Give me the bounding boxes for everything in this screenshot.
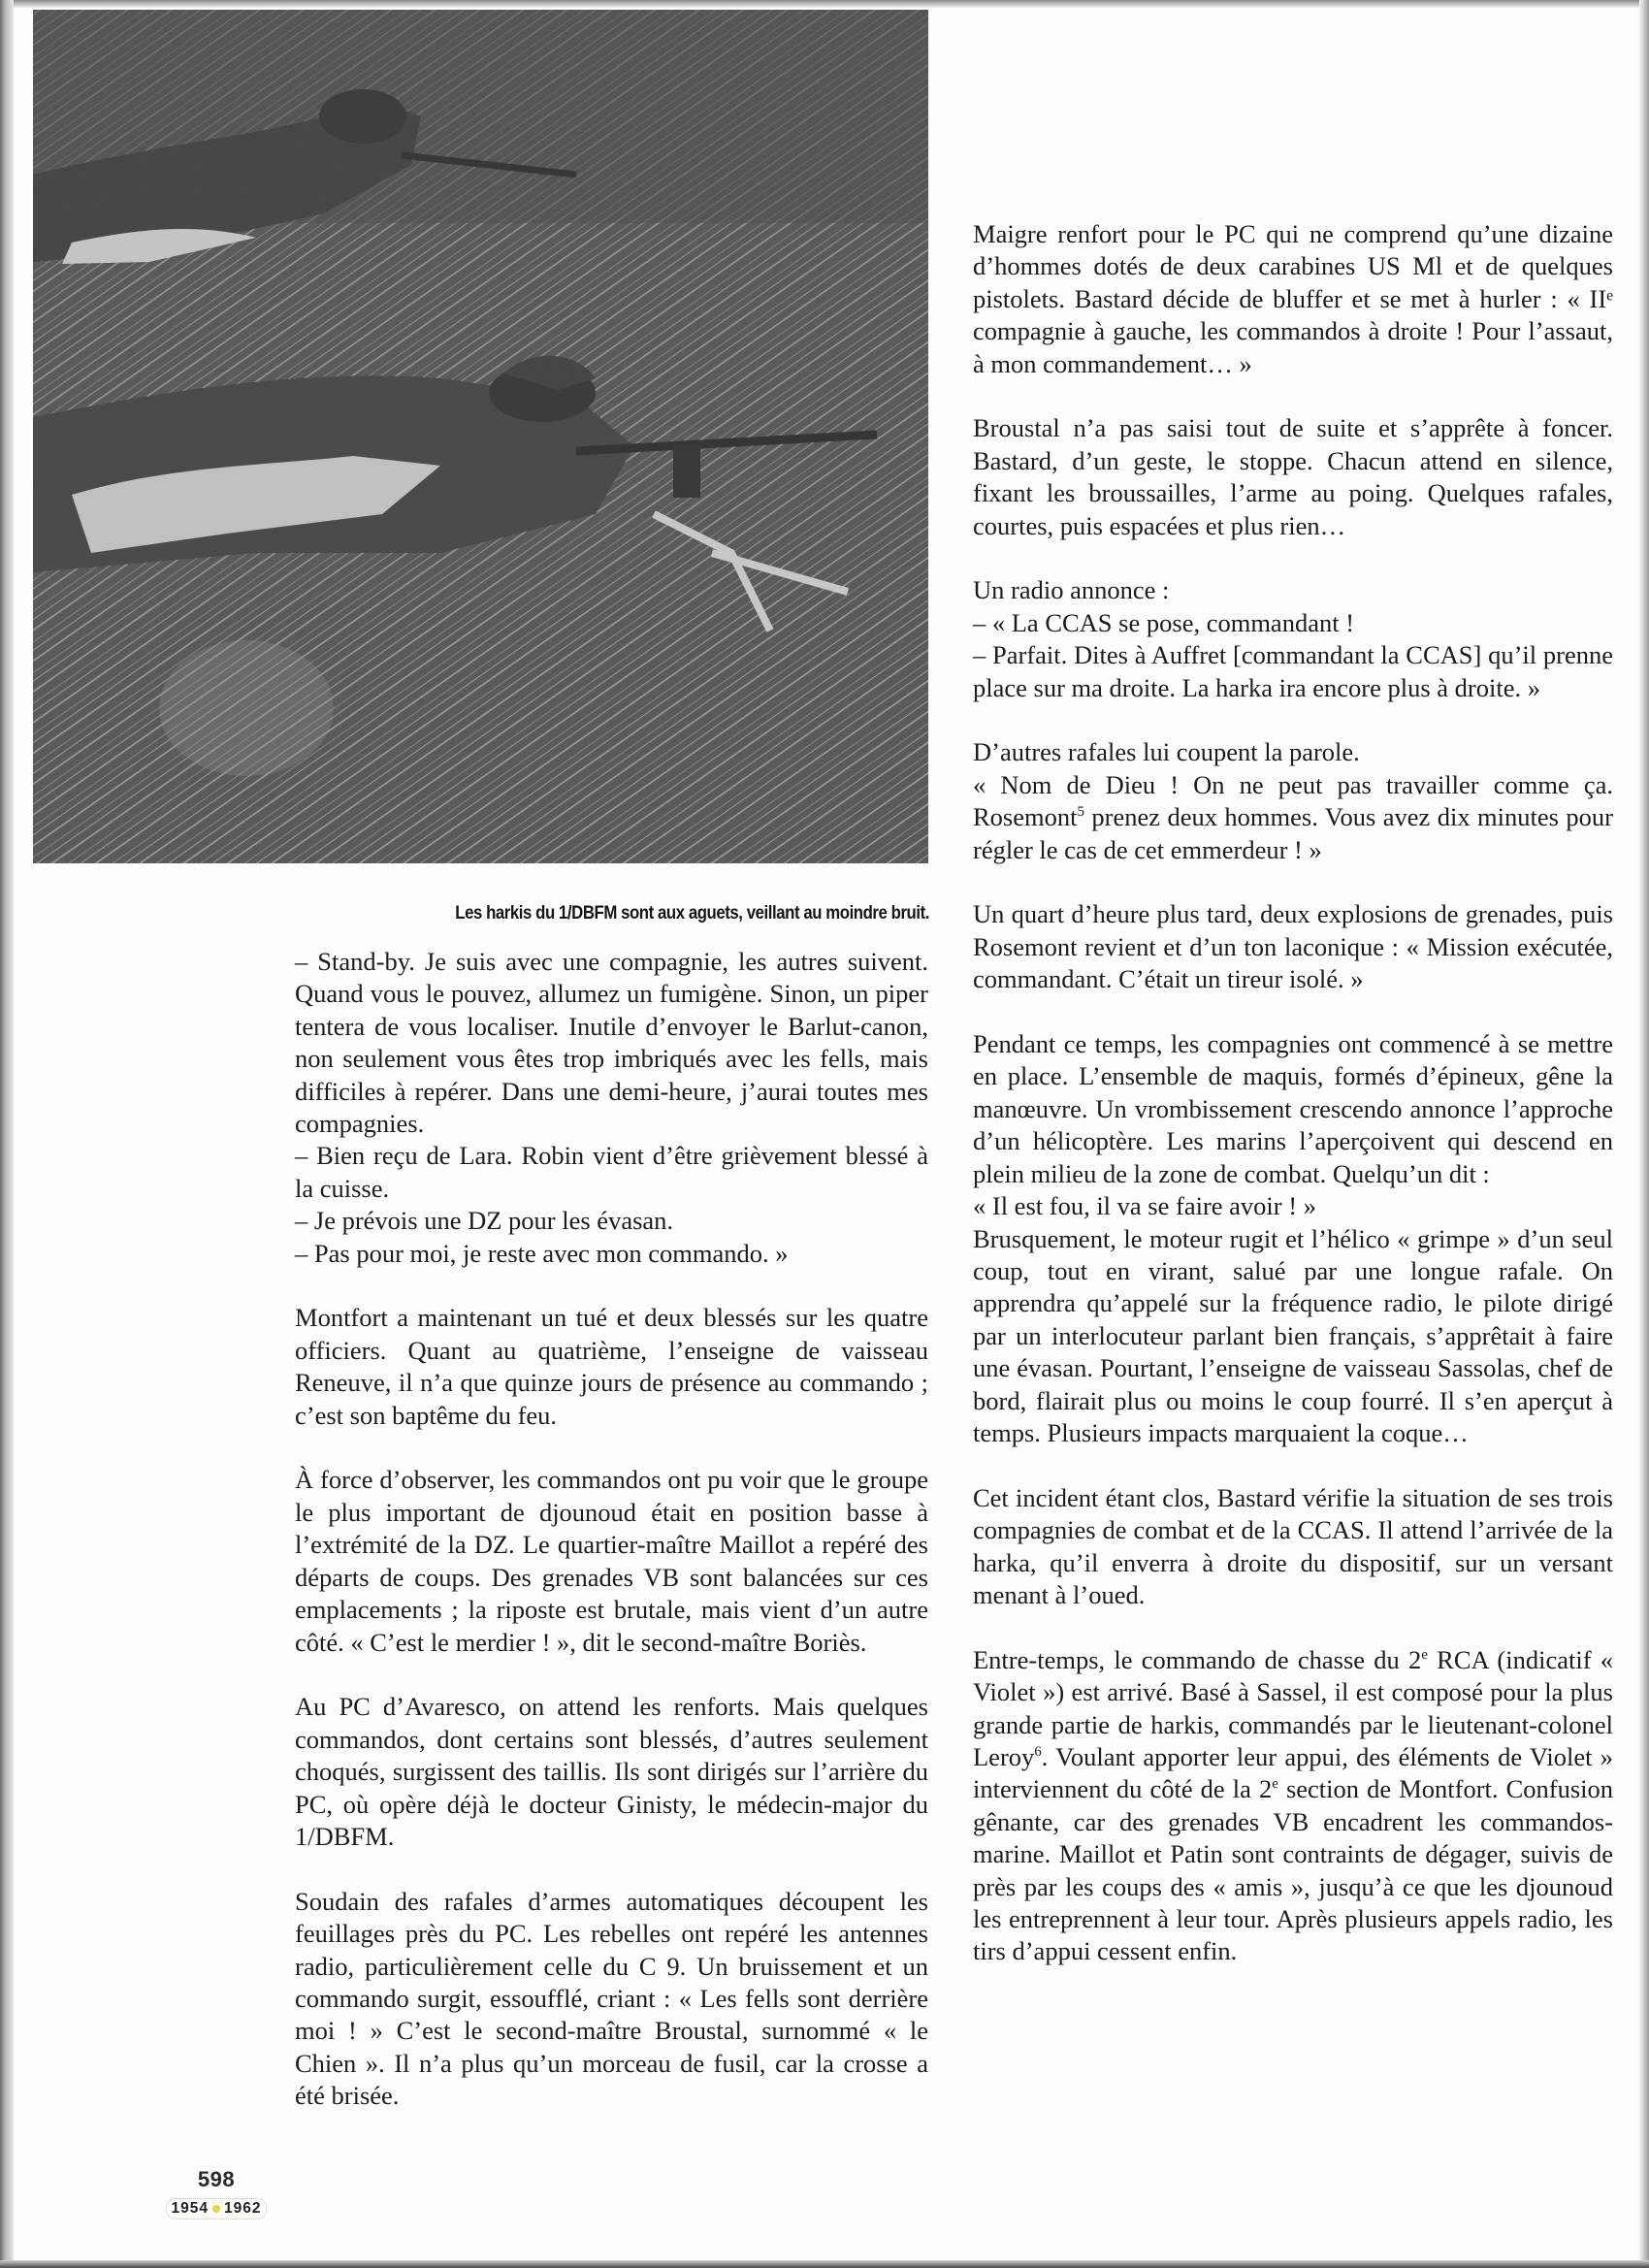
superscript-e: e bbox=[1421, 1646, 1428, 1663]
paragraph-incident-clos: Cet incident étant clos, Bastard vérifie la situation de ses trois compagnies de combat et de la CCAS. Il attend l’arrivée de la harka, qu’il enverra à droite du dispositif, sur un versant menant à l’oued. bbox=[973, 1482, 1613, 1609]
paragraph-entre-temps bbox=[973, 1644, 1613, 1968]
series-start-year: 1954 bbox=[171, 2200, 209, 2217]
dialogue-line: – Pas pour moi, je reste avec mon commando. » bbox=[295, 1238, 789, 1268]
page-footer bbox=[163, 2167, 270, 2219]
paragraph-autres-rafales bbox=[973, 736, 1613, 866]
dialogue-line: – Parfait. Dites à Auffret [commandant la CCAS] qu’il prenne place sur ma droite. La harka ira encore plus à droite. » bbox=[973, 640, 1613, 702]
article-column-left bbox=[295, 946, 928, 2145]
text-line: D’autres rafales lui coupent la parole. bbox=[973, 737, 1360, 767]
scan-edge-bottom bbox=[0, 2260, 1649, 2268]
footnote-ref-5[interactable]: 5 bbox=[1077, 804, 1084, 821]
quote-line: « Il est fou, il va se faire avoir ! » bbox=[973, 1191, 1316, 1221]
paragraph-soudain: Soudain des rafales d’armes automatiques découpent les feuillages près du PC. Les rebelles ont repéré les antennes radio, particulièrement celle du C 9. Un bruissement et un commando surgit, essoufflé, criant : « Les fells sont derrière moi ! » C’est le second-maître Broustal, surnommé « le Chien ». Il n’a plus qu’un morceau de fusil, car la crosse a été brisée. bbox=[295, 1886, 928, 2111]
paragraph-force-observer: À force d’observer, les commandos ont pu voir que le groupe le plus important de djounoud était en position basse à l’extrémité de la DZ. Le quartier-maître Maillot a repéré des départs de coups. Des grenades VB sont balancées sur ces emplacements ; la riposte est brutale, mais vient d’un autre côté. « C’est le merdier ! », dit le second-maître Boriès. bbox=[295, 1465, 928, 1657]
article-column-right bbox=[973, 218, 1613, 2000]
scan-edge-left bbox=[0, 0, 14, 2268]
paragraph-pc-avaresco: Au PC d’Avaresco, on attend les renforts. Mais quelques commandos, dont certains sont blessés, d’autres seulement choqués, surgissent des taillis. Ils sont dirigés sur l’arrière du PC, où opère déjà le docteur Ginisty, le médecin-major du 1/DBFM. bbox=[295, 1692, 928, 1851]
text-run: prenez deux hommes. Vous avez dix minutes pour régler le cas de cet emmerdeur ! » bbox=[973, 802, 1613, 864]
text-line: Pendant ce temps, les compagnies ont commencé à se mettre en place. L’ensemble de maquis, formés d’épineux, gêne la manœuvre. Un vrombissement crescendo annonce l’approche d’un hélicoptère. Les marins l’aperçoivent qui descend en plein milieu de la zone de combat. Quelqu’un dit : bbox=[973, 1029, 1613, 1188]
series-end-year: 1962 bbox=[224, 2200, 262, 2217]
photo-caption: Les harkis du 1/DBFM sont aux aguets, veillant au moindre bruit. bbox=[455, 902, 929, 923]
series-badge bbox=[166, 2198, 268, 2219]
paragraph-pendant-ce-temps bbox=[973, 1028, 1613, 1449]
dialogue-line: – Bien reçu de Lara. Robin vient d’être grièvement blessé à la cuisse. bbox=[295, 1141, 928, 1203]
dialogue-line: – Stand-by. Je suis avec une compagnie, les autres suivent. Quand vous le pouvez, allumez un fumigène. Sinon, un piper tentera de vous localiser. Inutile d’envoyer le Barlut-canon, non seulement vous êtes trop imbriqués avec les fells, mais difficiles à repérer. Dans une demi-heure, j’aurai toutes mes compagnies. bbox=[295, 947, 928, 1139]
text-run: « Nom de Dieu ! On ne peut pas travailler comme ça. Rosemont bbox=[973, 769, 1613, 832]
text-run: section de Montfort. Confusion gênante, car des grenades VB encadrent les commandos-marine. Maillot et Patin sont contraints de dégager, suivis de près par les coups des « amis », jusqu’à ce que les djounoud les entreprennent à leur tour. Après plusieurs appels radio, les tirs d’appui cessent enfin. bbox=[973, 1774, 1614, 1966]
paragraph-broustal: Broustal n’a pas saisi tout de suite et s’apprête à foncer. Bastard, d’un geste, le stoppe. Chacun attend en silence, fixant les broussailles, l’arme au poing. Quelques rafales, courtes, puis espacées et plus rien… bbox=[973, 413, 1613, 540]
dialogue-line: – « La CCAS se pose, commandant ! bbox=[973, 607, 1355, 637]
text-run: RCA (indicatif « Violet ») est arrivé. Basé à Sassel, il est composé pour la plus grande partie de harkis, commandés par le lieutenant-colonel Leroy bbox=[973, 1644, 1613, 1771]
footnote-ref-6[interactable]: 6 bbox=[1034, 1743, 1042, 1760]
paragraph-maigre-renfort: Maigre renfort pour le PC qui ne comprend qu’une dizaine d’hommes dotés de deux carabines US Ml et de quelques pistolets. Bastard décide de bluffer et se met à hurler : « IIᵉ compagnie à gauche, les commandos à droite ! Pour l’assaut, à mon commandement… » bbox=[973, 219, 1613, 378]
dialogue-line: Un radio annonce : bbox=[973, 575, 1170, 605]
scan-edge-right bbox=[1639, 0, 1649, 2268]
text-run: Entre-temps, le commando de chasse du 2 bbox=[973, 1644, 1422, 1674]
photo-harkis bbox=[33, 10, 928, 863]
dot-icon bbox=[212, 2205, 220, 2213]
paragraph-radio-dialogue bbox=[295, 946, 928, 1270]
text-run: . Voulant apporter leur appui, des éléments de Violet » interviennent du côté de la 2 bbox=[973, 1741, 1613, 1804]
superscript-e: e bbox=[1272, 1776, 1278, 1793]
dialogue-line: – Je prévois une DZ pour les évasan. bbox=[295, 1206, 674, 1236]
page-number: 598 bbox=[197, 2167, 236, 2191]
paragraph-radio-annonce bbox=[973, 574, 1613, 704]
photo-illustration bbox=[33, 10, 928, 863]
scan-edge-top bbox=[0, 0, 1649, 8]
paragraph-montfort: Montfort a maintenant un tué et deux blessés sur les quatre officiers. Quant au quatrième, l’enseigne de vaisseau Reneuve, il n’a que quinze jours de présence au commando ; c’est son baptême du feu. bbox=[295, 1303, 928, 1430]
text-line: Brusquement, le moteur rugit et l’hélico « grimpe » d’un seul coup, tout en virant, salué par une longue rafale. On apprendra qu’appelé sur la fréquence radio, le pilote dirigé par un interlocuteur parlant bien français, s’apprêtait à faire une évasan. Pourtant, l’enseigne de vaisseau Sassolas, chef de bord, flairait plus ou moins le coup fourré. Il s’en aperçut à temps. Plusieurs impacts marquaient la coque… bbox=[973, 1223, 1613, 1447]
paragraph-quart-heure: Un quart d’heure plus tard, deux explosions de grenades, puis Rosemont revient et d’un ton laconique : « Mission exécutée, commandant. C’était un tireur isolé. » bbox=[973, 899, 1613, 994]
